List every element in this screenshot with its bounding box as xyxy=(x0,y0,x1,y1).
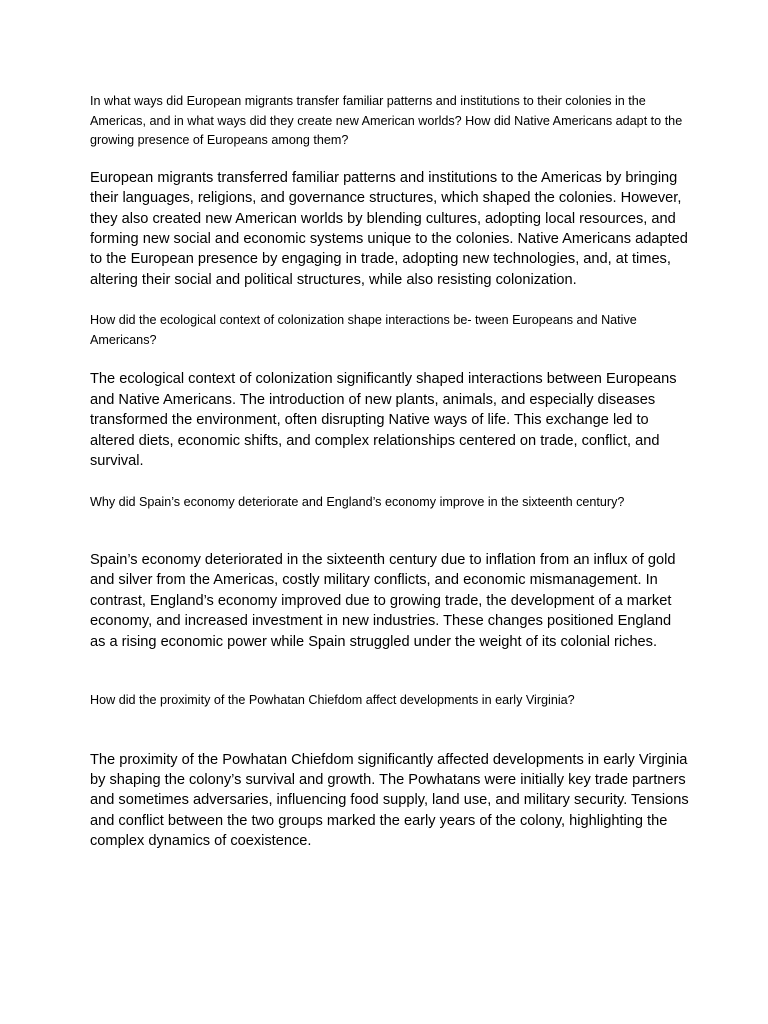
question-3: Why did Spain’s economy deteriorate and England’s economy improve in the sixteenth century? xyxy=(90,495,625,510)
question-4: How did the proximity of the Powhatan Chiefdom affect developments in early Virginia? xyxy=(90,693,575,708)
question-1: In what ways did European migrants transfer familiar patterns and institutions to their colonies in the Americas, and in what ways did they create new American worlds? How did Native Americans adapt to the growing presence of Europeans among them? xyxy=(90,94,683,148)
answer-1: European migrants transferred familiar patterns and institutions to the Americas by bringing their languages, religions, and governance structures, which shaped the colonies. However, they also created new American worlds by blending cultures, adopting local resources, and forming new social and economic systems unique to the colonies. Native Americans adapted to the European presence by engaging in trade, adopting new technologies, and, at times, altering their social and political structures, while also resisting colonization. xyxy=(90,169,688,288)
answer-4: The proximity of the Powhatan Chiefdom significantly affected developments in early Virginia by shaping the colony’s survival and growth. The Powhatans were initially key trade partners and sometimes adversaries, influencing food supply, land use, and military security. Tensions and conflict between the two groups marked the early years of the colony, highlighting the complex dynamics of coexistence. xyxy=(90,751,689,850)
answer-2: The ecological context of colonization significantly shaped interactions between Europeans and Native Americans. The introduction of new plants, animals, and especially diseases transformed the environment, often disrupting Native ways of life. This exchange led to altered diets, economic shifts, and complex relationships centered on trade, conflict, and survival. xyxy=(90,371,677,470)
document-page xyxy=(90,92,690,852)
answer-3: Spain’s economy deteriorated in the sixteenth century due to inflation from an influx of gold and silver from the Americas, costly military conflicts, and economic mismanagement. In contrast, England’s economy improved due to growing trade, the development of a market economy, and increased investment in new industries. These changes positioned England as a rising economic power while Spain struggled under the weight of its colonial riches. xyxy=(90,552,676,650)
question-2: How did the ecological context of colonization shape interactions be- tween Europeans and Native Americans? xyxy=(90,313,637,347)
